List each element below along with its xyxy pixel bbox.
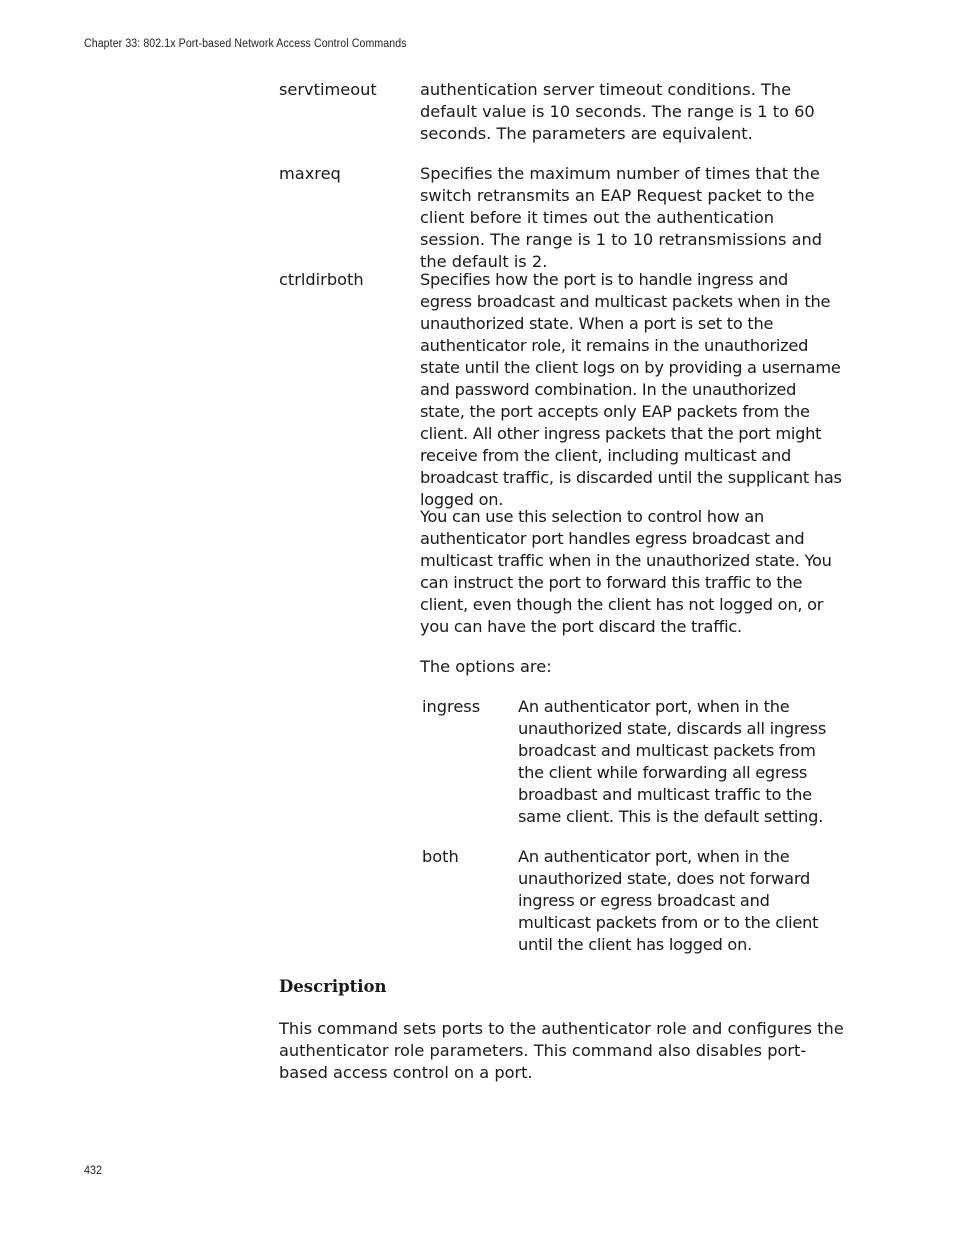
- param-term-ctrldirboth: ctrldirboth: [279, 270, 364, 289]
- option-term-both: both: [422, 847, 459, 866]
- param-term-servtimeout: servtimeout: [279, 80, 377, 99]
- option-def-text: An authenticator port, when in the unauthorized state, does not forward ingress or egress broadcast and multicast packets from or to the client until the client has logged on.: [518, 847, 819, 954]
- param-def-maxreq: [420, 163, 844, 273]
- param-def-text: authentication server timeout conditions. The default value is 10 seconds. The range is 1 to 60 seconds. The parameters are equivalent.: [420, 80, 815, 143]
- param-def-servtimeout: [420, 79, 844, 145]
- description-paragraph: This command sets ports to the authenticator role and configures the authenticator role parameters. This command also disables port-based access control on a port.: [279, 1019, 844, 1082]
- option-term-ingress: ingress: [422, 697, 481, 716]
- param-def-text: Specifies how the port is to handle ingress and egress broadcast and multicast packets when in the unauthorized state. When a port is set to the authenticator role, it remains in the unauthorized state until the client logs on by providing a username and password combination. In the unauthorized state, the port accepts only EAP packets from the client. All other ingress packets that the port might receive from the client, including multicast and broadcast traffic, is discarded until the supplicant has logged on.: [420, 270, 842, 509]
- param-def-text: The options are:: [420, 657, 552, 676]
- param-def-ctrldirboth-p2: [420, 506, 844, 638]
- param-def-text: Specifies the maximum number of times that the switch retransmits an EAP Request packet to the client before it times out the authentication session. The range is 1 to 10 retransmissions and the default is 2.: [420, 164, 823, 271]
- option-def-both: [518, 846, 844, 956]
- running-header: Chapter 33: 802.1x Port-based Network Access Control Commands: [84, 38, 407, 50]
- option-def-ingress: [518, 696, 844, 828]
- param-term-maxreq: maxreq: [279, 164, 341, 183]
- param-def-text: You can use this selection to control how an authenticator port handles egress broadcast and multicast traffic when in the unauthorized state. You can instruct the port to forward this traffic to the client, even though the client has not logged on, or you can have the port discard the traffic.: [420, 507, 832, 636]
- page-number: 432: [84, 1163, 103, 1177]
- option-def-text: An authenticator port, when in the unauthorized state, discards all ingress broadcast and multicast packets from the client while forwarding all egress broadbast and multicast traffic to the same client. This is the default setting.: [518, 697, 827, 826]
- param-def-ctrldirboth-p1: [420, 269, 844, 511]
- section-heading-description: Description: [279, 977, 387, 996]
- param-def-ctrldirboth-p3: [420, 656, 844, 678]
